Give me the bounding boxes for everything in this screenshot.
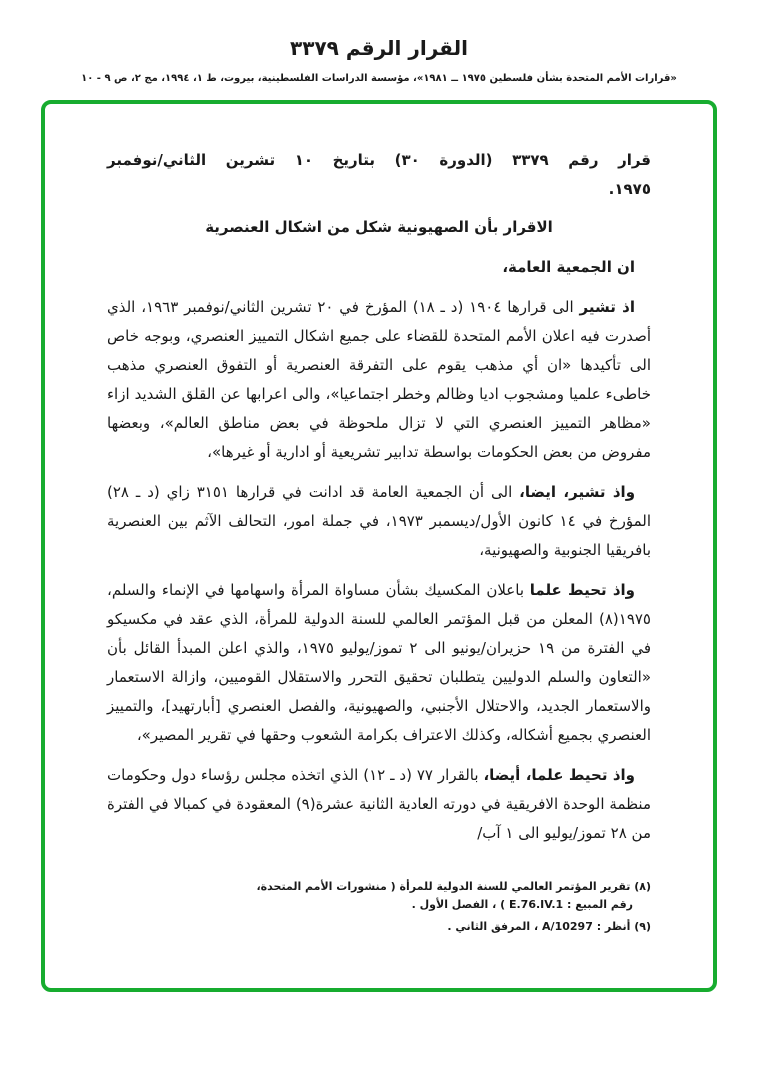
paragraph-lead: واذ تحيط علما، أيضا، <box>483 766 635 784</box>
paragraph-lead: واذ تحيط علما <box>529 581 636 599</box>
footnote <box>239 878 651 914</box>
document-frame <box>41 100 717 992</box>
footnotes <box>239 878 651 936</box>
footnote-text: تقرير المؤتمر العالمي للسنة الدولية للمرأة ( منشورات الأمم المتحدة، رقم المبيع : E.76.IV.1 ) ، الفصل الأول . <box>256 880 635 911</box>
page-header <box>0 36 758 84</box>
doc-subject: الاقرار بأن الصهيونية شكل من اشكال العنصرية <box>205 218 553 236</box>
footnote-number: (٨) <box>634 880 651 893</box>
page-title: القرار الرقم ٣٣٧٩ <box>290 36 468 60</box>
paragraph-lead: اذ تشير <box>579 298 635 316</box>
paragraph-lead: واذ تشير، ايضا، <box>519 483 636 501</box>
document-body <box>107 146 651 936</box>
doc-heading-line2: ١٩٧٥. <box>608 180 651 198</box>
footnote-text: أنظر : A/10297 ، المرفق الثاني . <box>447 920 635 933</box>
doc-heading <box>107 146 651 204</box>
paragraph: واذ تشير، ايضا، الى أن الجمعية العامة قد ادانت في قرارها ٣١٥١ زاي (د ـ ٢٨) المؤرخ في ١٤ كانون الأول/ديسمبر ١٩٧٣، في جملة امور، التحالف الآثم بين العنصرية بافريقيا الجنوبية والصهيونية، <box>107 483 651 559</box>
doc-heading-line1: قرار رقم ٣٣٧٩ (الدورة ٣٠) بتاريخ ١٠ تشرين الثاني/نوفمبر <box>107 151 652 169</box>
doc-opening: ان الجمعية العامة، <box>502 258 635 276</box>
footnote-number: (٩) <box>634 920 651 933</box>
source-line: «قرارات الأمم المتحدة بشأن فلسطين ١٩٧٥ ــ ١٩٨١»، مؤسسة الدراسات الفلسطينية، بيروت، ط ١، ١٩٩٤، مج ٢، ص ٩ - ١٠ <box>81 73 677 84</box>
footnote <box>239 918 651 936</box>
paragraph: واذ تحيط علما باعلان المكسيك بشأن مساواة المرأة واسهامها في الإنماء والسلم، ١٩٧٥(٨) المعلن من قبل المؤتمر العالمي للسنة الدولية للمرأة، الذي عقد في مكسيكو في الفترة من ١٩ حزيران/يونيو الى ٢ تموز/يوليو ١٩٧٥، والذي اعلن المبدأ القائل بأن «التعاون والسلم الدوليين يتطلبان تحقيق التحرر والاستقلال القوميين، وازالة الاستعمار والاستعمار الجديد، والاحتلال الأجنبي، والصهيونية، والفصل العنصري [أبارتهيد]، والتمييز العنصري بجميع أشكاله، وكذلك الاعتراف بكرامة الشعوب وحقها في تقرير المصير»، <box>107 581 652 744</box>
document-paragraphs <box>107 293 651 848</box>
paragraph: اذ تشير الى قرارها ١٩٠٤ (د ـ ١٨) المؤرخ في ٢٠ تشرين الثاني/نوفمبر ١٩٦٣، الذي أصدرت فيه اعلان الأمم المتحدة للقضاء على جميع اشكال التمييز العنصري، وبوجه خاص الى تأكيدها «ان أي مذهب يقوم على التفرقة العنصرية أو التفوق العنصري مذهب خاطىء علميا ومشجوب اديا وظالم وخطر اجتماعيا»، والى اعرابها عن القلق الشديد ازاء «مظاهر التمييز العنصري التي لا تزال ملحوظة في بعض مناطق العالم»، وبعضها مفروض من بعض الحكومات بواسطة تدابير تشريعية أو ادارية أو غيرها»، <box>107 298 651 461</box>
paragraph: واذ تحيط علما، أيضا، بالقرار ٧٧ (د ـ ١٢) الذي اتخذه مجلس رؤساء دول وحكومات منظمة الوحدة الافريقية في دورته العادية الثانية عشرة(٩) المعقودة في كمبالا في الفترة من ٢٨ تموز/يوليو الى ١ آب/ <box>107 766 651 842</box>
